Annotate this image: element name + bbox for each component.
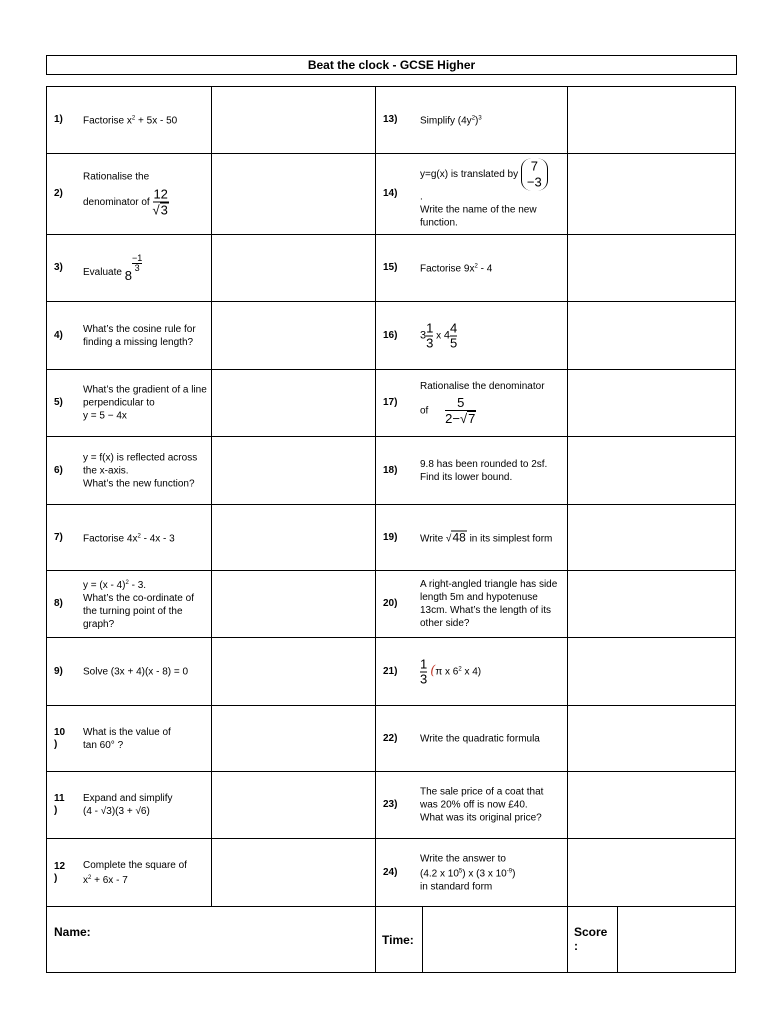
question-cell-18	[376, 437, 568, 505]
question-number: 5)	[54, 397, 63, 408]
exponent: 2	[125, 579, 129, 586]
q-text: Evaluate	[83, 267, 122, 278]
q-text: 2−	[445, 411, 460, 426]
exponent: 2	[458, 665, 462, 672]
question-cell-11	[47, 772, 212, 839]
q-text: in standard form	[420, 881, 493, 893]
question-cell-15	[376, 235, 568, 302]
score-label	[574, 925, 607, 953]
q-text: The sale price of a coat that was 20% off is now £40.	[420, 786, 544, 811]
denominator: 2−√7	[445, 411, 476, 426]
question-cell-21	[376, 638, 568, 706]
answer-box-1[interactable]	[212, 87, 376, 154]
answer-box-19[interactable]	[568, 505, 735, 571]
answer-box-10[interactable]	[212, 706, 376, 772]
numerator: 5	[445, 396, 476, 411]
question-text	[420, 159, 563, 230]
time-label: Time:	[382, 933, 414, 947]
name-label: Name:	[54, 925, 91, 939]
numerator: −1	[131, 253, 143, 263]
q-text: x	[83, 874, 88, 886]
question-text	[420, 852, 563, 893]
answer-box-4[interactable]	[212, 302, 376, 370]
q-text: What’s the gradient of a line perpendicular to	[83, 384, 207, 409]
question-number: 13)	[383, 114, 398, 125]
question-text	[83, 577, 207, 631]
q-text: .	[420, 191, 423, 203]
question-number: 8)	[54, 598, 63, 609]
q-text: What’s the co-ordinate of the turning point of the graph?	[83, 593, 194, 631]
question-cell-9	[47, 638, 212, 706]
question-number: 2)	[54, 188, 63, 199]
q-text: Expand and simplify	[83, 793, 173, 804]
question-text	[83, 254, 207, 282]
question-text	[83, 792, 207, 818]
q-text: of	[420, 405, 429, 417]
question-number: 21)	[383, 665, 398, 677]
name-field[interactable]	[47, 907, 376, 972]
q-text: - 3.	[128, 580, 147, 592]
question-cell-2	[47, 154, 212, 235]
question-number: 6)	[54, 464, 63, 476]
question-number: 24)	[383, 866, 398, 878]
exponent: 2	[88, 874, 92, 881]
question-cell-14	[376, 154, 568, 235]
whole: 4	[443, 329, 451, 342]
denominator: 3	[132, 263, 142, 273]
numerator: 4	[450, 320, 458, 335]
q-text: + 6x - 7	[91, 874, 128, 886]
answer-box-22[interactable]	[568, 706, 735, 772]
q-text: tan 60° ?	[83, 739, 124, 751]
exponent: 3	[478, 115, 482, 122]
question-cell-16	[376, 302, 568, 370]
q-text: 9.8 has been rounded to 2sf.	[420, 458, 548, 470]
question-cell-10	[47, 706, 212, 772]
q-text: (4 - √3)(3 + √6)	[83, 806, 150, 817]
q-text: Factorise 4x	[83, 533, 138, 545]
answer-box-24[interactable]	[568, 839, 735, 907]
question-text	[420, 112, 563, 127]
q-text: Simplify (4y	[420, 115, 472, 127]
denominator: √3	[152, 202, 168, 218]
question-text: Write √48 in its simplest form	[420, 530, 553, 544]
question-text	[420, 380, 563, 426]
question-cell-5	[47, 370, 212, 437]
score-field[interactable]	[618, 907, 735, 972]
answer-box-23[interactable]	[568, 772, 735, 839]
question-cell-20	[376, 571, 568, 638]
answer-box-5[interactable]	[212, 370, 376, 437]
q-text: Find its lower bound.	[420, 471, 513, 483]
q-text: What was its original price?	[420, 812, 542, 824]
answer-box-21[interactable]	[568, 638, 735, 706]
q-text: Rationalise the denominator	[420, 381, 545, 392]
time-label-cell	[376, 907, 423, 972]
q-text: Factorise 9x	[420, 263, 475, 275]
question-cell-12	[47, 839, 212, 907]
question-text	[83, 323, 207, 349]
answer-box-14[interactable]	[568, 154, 735, 235]
answer-box-2[interactable]	[212, 154, 376, 235]
answer-box-11[interactable]	[212, 772, 376, 839]
q-text: - 4x - 3	[140, 533, 175, 545]
question-cell-7	[47, 505, 212, 571]
q-text: )	[512, 868, 516, 880]
question-number: 11 )	[54, 793, 65, 816]
answer-box-13[interactable]	[568, 87, 735, 154]
q-text: in its simplest form	[469, 533, 553, 544]
q-text: + 5x - 50	[135, 115, 178, 127]
question-number: 23)	[383, 799, 398, 810]
radicand: 7	[468, 411, 476, 426]
exponent: 2	[474, 263, 478, 270]
answer-box-18[interactable]	[568, 437, 735, 505]
question-number: 20)	[383, 598, 398, 609]
question-number: 9)	[54, 665, 63, 677]
question-text	[83, 171, 207, 218]
q-text: Write the quadratic formula	[420, 733, 540, 744]
q-text: π x 6	[435, 666, 459, 678]
whole: 3	[420, 329, 427, 342]
q-text: y = (x - 4)	[83, 580, 126, 592]
q-text: What’s the cosine rule for finding a missing length?	[83, 323, 196, 348]
question-number: 10 )	[54, 726, 66, 750]
question-cell-24	[376, 839, 568, 907]
numerator: 1	[426, 320, 434, 335]
answer-box-15[interactable]	[568, 235, 735, 302]
denominator: 3	[420, 671, 428, 686]
answer-box-12[interactable]	[212, 839, 376, 907]
answer-box-20[interactable]	[568, 571, 735, 638]
question-cell-4	[47, 302, 212, 370]
q-text: denominator of	[83, 197, 150, 209]
answer-box-17[interactable]	[568, 370, 735, 437]
q-text: ) x (3 x 10	[462, 868, 507, 880]
fraction	[420, 657, 427, 686]
exponent: 2	[131, 115, 136, 122]
fraction	[450, 321, 457, 350]
answer-box-9[interactable]	[212, 638, 376, 706]
q-text: Factorise x	[83, 115, 132, 127]
vector-top: 7	[530, 158, 538, 174]
question-number: 16)	[383, 329, 398, 341]
question-number: 3)	[54, 262, 63, 273]
q-text: y = f(x) is reflected across the x-axis.	[83, 452, 198, 476]
question-number: 17)	[383, 397, 398, 408]
column-vector	[521, 159, 548, 191]
question-number: 15)	[383, 262, 398, 273]
question-text	[420, 657, 563, 686]
q-text: Rationalise the	[83, 171, 150, 183]
question-cell-6	[47, 437, 212, 505]
question-grid	[46, 86, 736, 973]
question-cell-19	[376, 505, 568, 571]
answer-box-7[interactable]	[212, 505, 376, 571]
question-text	[420, 578, 563, 630]
vector-bottom: −3	[526, 174, 542, 190]
question-cell-8	[47, 571, 212, 638]
question-text	[83, 112, 207, 127]
answer-box-8[interactable]	[212, 571, 376, 638]
radicand: 48	[452, 530, 466, 544]
exponent: 5	[458, 867, 463, 874]
operator: x	[433, 330, 444, 342]
question-text	[83, 665, 207, 678]
q-text: (4.2 x 10	[420, 868, 459, 880]
fraction	[153, 188, 169, 218]
base: 8	[124, 268, 132, 283]
score-label-colon: :	[574, 939, 578, 953]
q-text: Write	[420, 533, 444, 544]
question-number: 22)	[383, 732, 398, 744]
question-text	[83, 530, 207, 545]
exponent: 2	[137, 532, 141, 539]
q-text: A right-angled triangle has side length 5m and hypotenuse 13cm. What’s the length of its other side?	[420, 579, 558, 629]
question-number: 18)	[383, 464, 398, 476]
q-text: Complete the square of	[83, 859, 187, 871]
denominator: 5	[450, 335, 458, 350]
numerator: 1	[420, 656, 428, 671]
exponent: -9	[506, 867, 513, 874]
question-text	[420, 786, 563, 825]
question-cell-1	[47, 87, 212, 154]
fraction	[445, 396, 476, 426]
answer-box-16[interactable]	[568, 302, 735, 370]
worksheet-title: Beat the clock - GCSE Higher	[46, 55, 737, 75]
question-text	[420, 321, 563, 350]
answer-box-6[interactable]	[212, 437, 376, 505]
q-text: y=g(x) is translated by	[420, 169, 519, 181]
score-label-cell	[568, 907, 618, 972]
q-text: x 4)	[461, 666, 482, 678]
fraction	[132, 254, 142, 273]
question-cell-17	[376, 370, 568, 437]
question-text	[83, 451, 207, 490]
question-number: 14)	[383, 188, 398, 199]
open-paren: (	[430, 663, 436, 679]
denominator: 3	[426, 335, 434, 350]
question-number: 1)	[54, 114, 63, 125]
question-cell-13	[376, 87, 568, 154]
question-text	[83, 726, 207, 752]
question-number: 19)	[383, 531, 398, 543]
question-number: 12 )	[54, 860, 66, 884]
numerator: 12	[153, 186, 168, 202]
q-text: Solve (3x + 4)(x - 8) = 0	[83, 666, 189, 677]
question-number: 7)	[54, 531, 63, 543]
question-text	[420, 260, 563, 275]
score-label-text: Score	[574, 925, 608, 939]
q-text: What’s the new function?	[83, 478, 195, 489]
question-text	[83, 858, 207, 886]
q-text: What is the value of	[83, 726, 171, 738]
question-text	[420, 732, 563, 745]
question-number: 4)	[54, 329, 63, 341]
question-text	[420, 458, 563, 484]
q-text: Write the name of the new function.	[420, 204, 537, 229]
answer-box-3[interactable]	[212, 235, 376, 302]
radicand: 3	[160, 202, 168, 218]
q-text: )	[475, 115, 479, 127]
question-text	[83, 384, 207, 423]
exponent: 2	[471, 115, 476, 122]
q-text: y = 5 − 4x	[83, 410, 127, 422]
q-text: - 4	[477, 263, 493, 275]
q-text: Write the answer to	[420, 852, 506, 864]
question-cell-23	[376, 772, 568, 839]
question-cell-22	[376, 706, 568, 772]
time-field[interactable]	[423, 907, 568, 972]
question-cell-3	[47, 235, 212, 302]
